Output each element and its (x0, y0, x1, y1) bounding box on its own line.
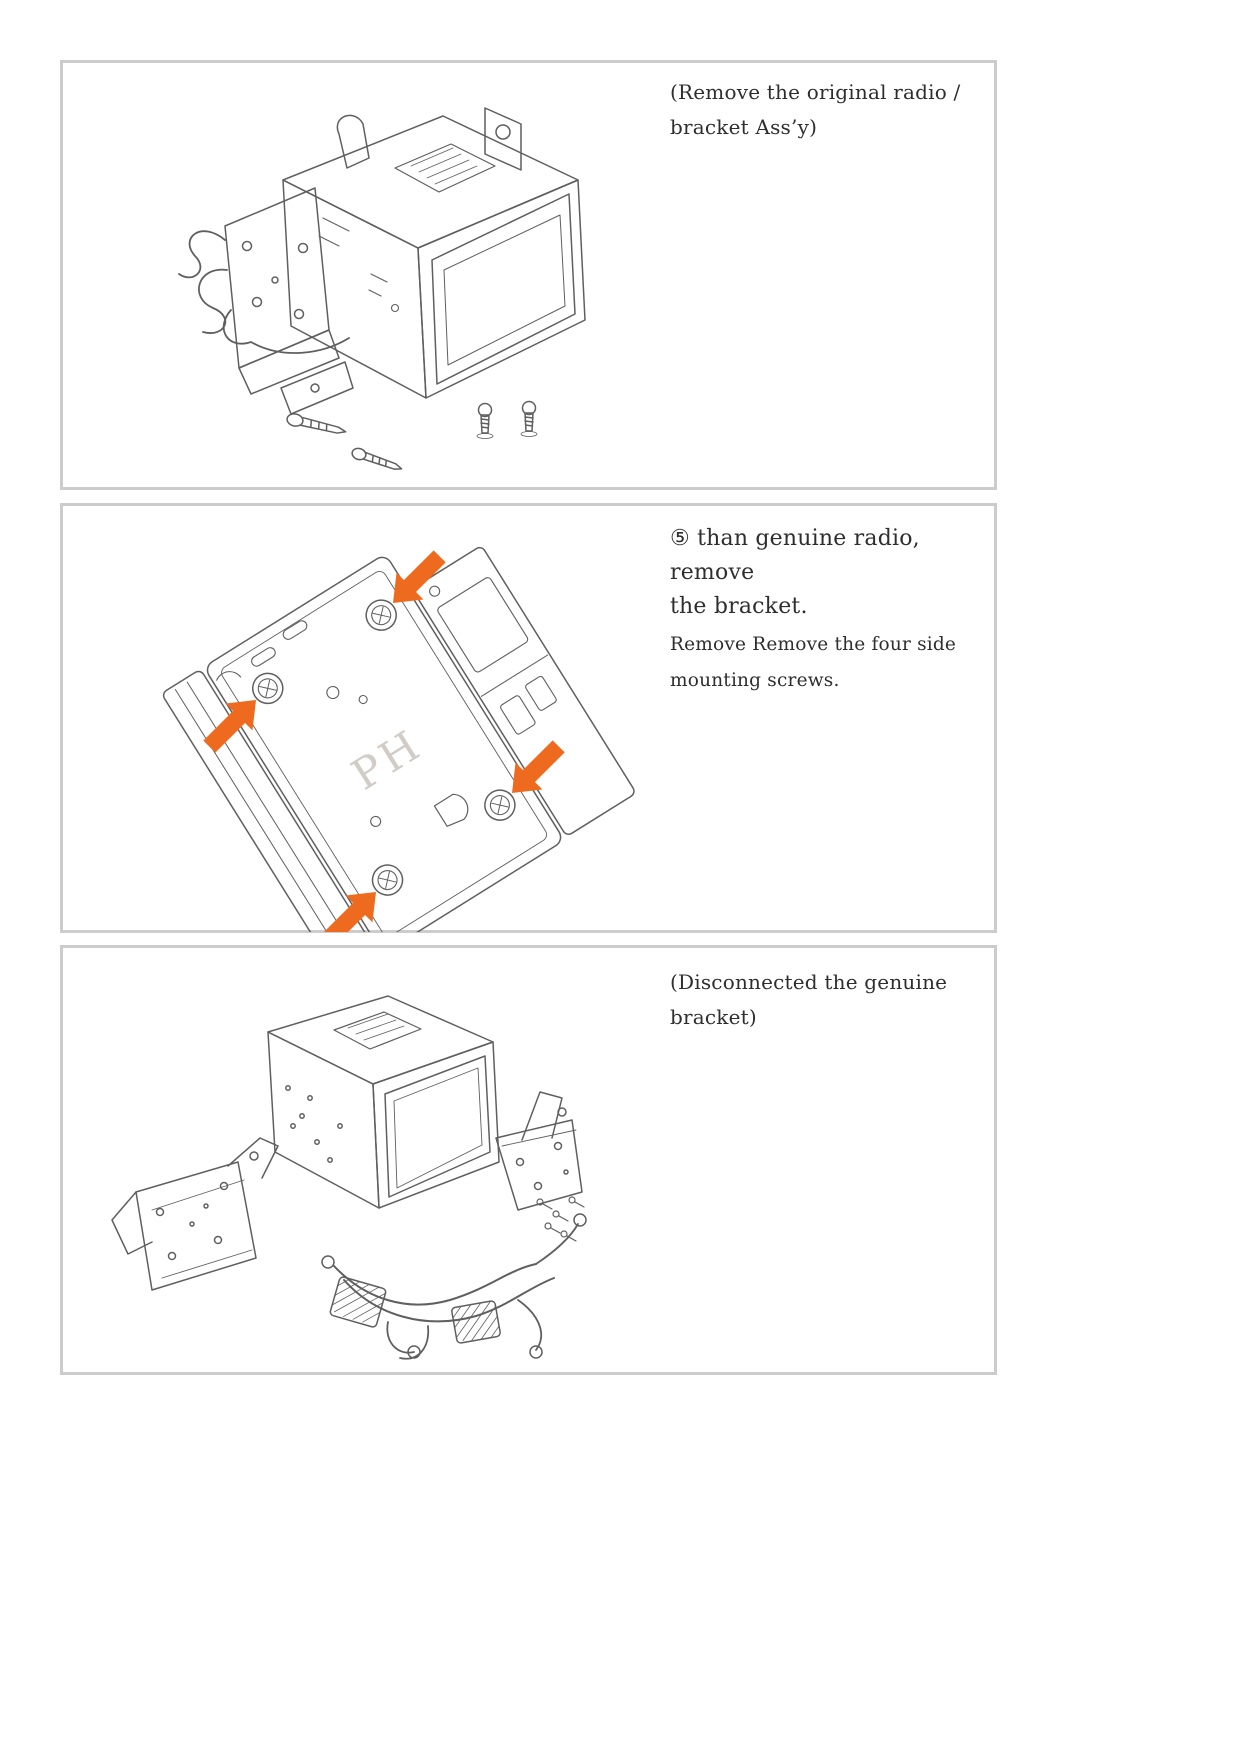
screen-bezel (432, 194, 575, 384)
line-art-group (112, 996, 586, 1359)
small-screws-cluster (537, 1197, 584, 1241)
radio-underside-screws-drawing (118, 511, 638, 932)
bracket-hole (215, 1237, 222, 1244)
step-title-line: the bracket. (670, 594, 808, 619)
bracket-hole (517, 1159, 524, 1166)
step-body (670, 627, 988, 699)
vent-slots (319, 218, 387, 296)
radio-detached-brackets-harness-drawing (88, 970, 608, 1370)
bracket-hole (204, 1204, 208, 1208)
panel-1-caption (670, 75, 988, 145)
screw-icon (286, 412, 347, 436)
screen-glass (444, 215, 565, 365)
bracket-hole (555, 1143, 562, 1150)
bracket-hole (253, 298, 262, 307)
harness-drop-wire (518, 1300, 541, 1350)
panel-2-text (670, 522, 988, 699)
bracket-hole (535, 1183, 542, 1190)
chassis-dot (428, 584, 442, 598)
harness-plug (574, 1214, 586, 1226)
harness-plug (322, 1256, 334, 1268)
side-screw-dot (315, 1140, 319, 1144)
side-screw-dot (392, 305, 399, 312)
radio-underside-illustration (118, 511, 638, 932)
radio-screen-face (373, 1042, 499, 1208)
left-bracket-arm (228, 1138, 278, 1178)
screen-bezel (385, 1056, 490, 1197)
step-body-line: mounting screws. (670, 670, 840, 691)
right-bracket-plate (496, 1120, 582, 1210)
side-chassis (412, 545, 636, 836)
side-screw-dot (328, 1158, 332, 1162)
panel-remove-bracket-screws (60, 503, 997, 933)
harness-connector-block (451, 1300, 501, 1343)
bracket-hole (299, 244, 308, 253)
bracket-hole (243, 242, 252, 251)
right-bracket-fold (502, 1130, 576, 1146)
caption-line: (Disconnected the genuine bracket) (670, 970, 948, 1029)
harness-connector-block (329, 1276, 386, 1328)
left-bracket-plate (136, 1162, 256, 1290)
top-left-tab (337, 115, 369, 168)
plate-slot (281, 619, 308, 641)
side-screw-dot (300, 1114, 304, 1118)
left-bracket-ear (112, 1192, 152, 1254)
step-title-line: ⑤ than genuine radio, remove (670, 526, 920, 585)
screw-icon (477, 404, 493, 439)
screw-icon (351, 447, 404, 474)
side-screw-dot (308, 1096, 312, 1100)
step-body-line: Remove Remove the four side (670, 634, 957, 655)
side-screw-dot (338, 1124, 342, 1128)
plate-dot (369, 815, 383, 829)
bracket-hole (311, 384, 319, 392)
plate-dot (325, 684, 342, 701)
chassis-seam (481, 655, 547, 696)
screw-icon (521, 402, 537, 437)
panel-remove-original-radio (60, 60, 997, 490)
bracket-hole (190, 1222, 194, 1226)
radio-left-face (268, 1032, 379, 1208)
top-right-tab-hole (496, 125, 510, 139)
plate-dot (358, 694, 369, 705)
bracket-hole (564, 1170, 568, 1174)
bracket-hole (295, 310, 304, 319)
radio-assembly-illustration (133, 68, 613, 488)
side-screw-dot (291, 1124, 295, 1128)
bracket-hole (169, 1253, 176, 1260)
chassis-detail (499, 695, 536, 735)
radio-left-face (283, 180, 426, 398)
line-art-group (179, 108, 585, 473)
wire (199, 270, 227, 333)
right-bracket-arm (522, 1092, 562, 1140)
radio-screen-face (418, 180, 585, 398)
watermark-text: PH (343, 719, 431, 800)
harness-drop-wire (536, 1224, 578, 1264)
caption-line: bracket Ass’y) (670, 115, 818, 139)
detached-brackets-illustration (88, 970, 608, 1370)
bracket-hole (157, 1209, 164, 1216)
caption-line: (Remove the original radio / (670, 80, 961, 104)
harness-plug (530, 1346, 542, 1358)
panel-disconnected-bracket (60, 945, 997, 1375)
bracket-foot (281, 362, 353, 414)
front-bezel-edge (161, 669, 379, 932)
bracket-hole (272, 277, 278, 283)
radio-top-face (268, 996, 493, 1084)
step-title (670, 522, 988, 624)
harness-drop-wire (400, 1326, 428, 1359)
panel-3-caption (670, 965, 988, 1035)
chassis-detail (524, 675, 557, 711)
bezel-lines (175, 682, 363, 932)
d-shaped-hole (434, 791, 473, 829)
bracket-hole (250, 1152, 258, 1160)
side-screw-dot (286, 1086, 290, 1090)
radio-top-face (283, 116, 578, 248)
screw-arrow-icon (196, 687, 270, 761)
radio-bracket-assembly-drawing (133, 68, 613, 488)
